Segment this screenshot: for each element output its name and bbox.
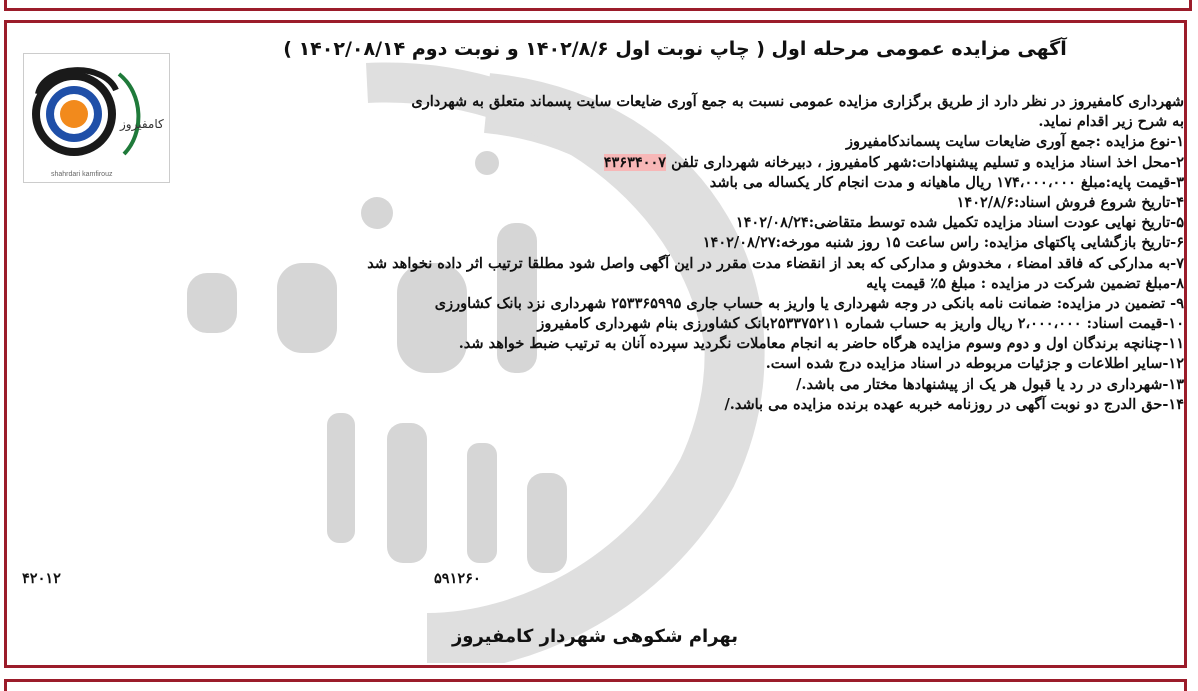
list-item: ۶-تاریخ بازگشایی پاکتهای مزایده: راس ساعت ۱۵ روز شنبه مورخه:۱۴۰۲/۰۸/۲۷ [702,234,1184,252]
svg-text:کامفیروز: کامفیروز [120,117,164,131]
logo-caption: shahrdari kamfirouz [51,171,113,178]
intro-line: شهرداری کامفیروز در نظر دارد از طریق برگزاری مزایده عمومی نسبت به جمع آوری ضایعات سایت پسماند متعلق به شهرداری [411,93,1184,110]
list-item: ۱۲-سایر اطلاعات و جزئیات مربوطه در اسناد مزایده درج شده است. [765,355,1184,373]
list-item-text: ۲-محل اخذ اسناد مزایده و تسلیم پیشنهادات:شهر کامفیروز ، دبیرخانه شهرداری تلفن ۴۳۶۳۴۰۰۷ [603,153,1184,171]
list-item: ۷-به مدارکی که فاقد امضاء ، مخدوش و مدارکی که بعد از انقضاء مدت مقرر در این آگهی واصل شود مطلقا ترتیب اثر داده نخواهد شد [367,254,1184,272]
top-frame-border [4,0,1192,11]
list-item: ۵-تاریخ نهایی عودت اسناد مزایده تکمیل شده توسط متقاضی:۱۴۰۲/۰۸/۲۴ [735,214,1184,232]
highlighted-phone: ۴۳۶۳۴۰۰۷ [603,153,667,171]
advertisement-title: آگهی مزایده عمومی مرحله اول ( چاپ نوبت اول ۱۴۰۲/۸/۶ و نوبت دوم ۱۴۰۲/۰۸/۱۴ ) [283,38,1067,60]
municipality-logo [23,53,170,183]
footer-code-left: ۴۲۰۱۲ [22,570,61,587]
intro-paragraph [164,92,1184,415]
list-item: ۴-تاریخ شروع فروش اسناد:۱۴۰۲/۸/۶ [956,193,1184,211]
list-item [164,153,1184,173]
list-item: ۱۴-حق الدرج دو نوبت آگهی در روزنامه خبربه عهده برنده مزایده می باشد./ [724,395,1184,413]
list-item: ۱۰-قیمت اسناد: ۲،۰۰۰،۰۰۰ ریال واریز به حساب شماره ۲۵۳۳۷۵۲۱۱بانک کشاورزی بنام شهرداری کامفیروز [537,315,1184,333]
intro-line: به شرح زیر اقدام نماید. [1038,113,1184,131]
list-item: ۳-قیمت پایه:مبلغ ۱۷۴،۰۰۰،۰۰۰ ریال ماهیانه و مدت انجام کار یکساله می باشد [709,173,1184,191]
list-item: ۹- تضمین در مزایده: ضمانت نامه بانکی در وجه شهرداری یا واریز به حساب جاری ۲۵۳۳۶۵۹۹۵ شهرداری نزد بانک کشاورزی [434,294,1184,312]
list-item: ۸-مبلغ تضمین شرکت در مزایده : مبلغ ۵٪ قیمت پایه [866,274,1184,292]
list-item: ۱۳-شهرداری در رد یا قبول هر یک از پیشنهادها مختار می باشد./ [796,375,1184,393]
mayor-signature: بهرام شکوهی شهردار کامفیروز [451,626,739,647]
bottom-frame-border [4,679,1187,691]
list-item: ۱۱-چنانچه برندگان اول و دوم وسوم مزایده هرگاه حاضر به انجام معاملات نگردید سپرده آنان به ترتیب ضبط خواهد شد. [458,335,1184,353]
footer-code-mid: ۵۹۱۲۶۰ [434,570,481,587]
list-item: ۱-نوع مزایده :جمع آوری ضایعات سایت پسماندکامفیروز [845,133,1184,151]
